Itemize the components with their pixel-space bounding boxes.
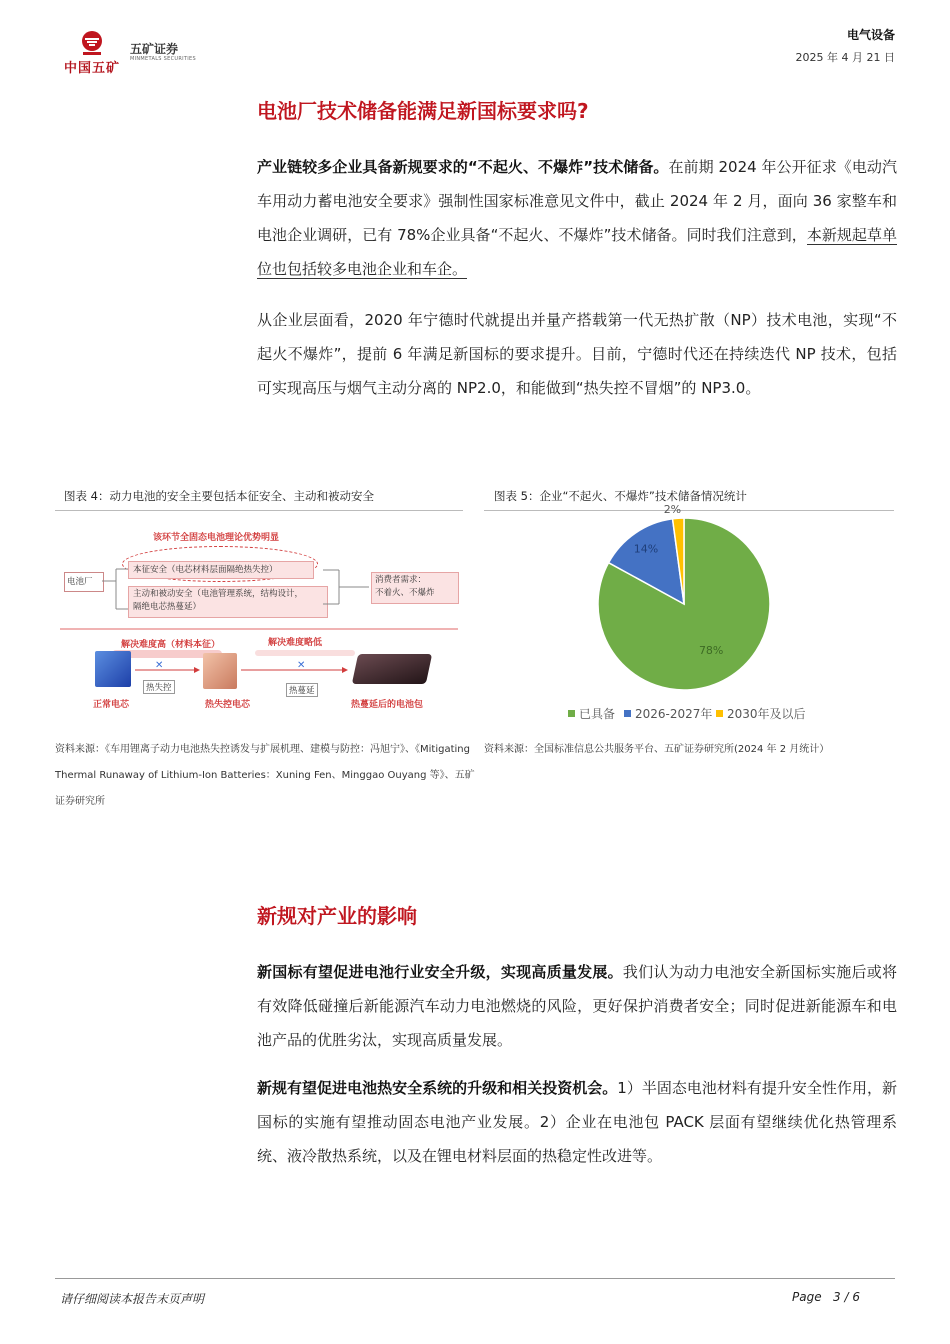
paragraph-lead: 新规有望促进电池热安全系统的升级和相关投资机会。 — [257, 1079, 618, 1097]
company-name-en: MINMETALS SECURITIES — [130, 56, 196, 62]
underlined-text: 本新规起草单位也包括较多电池企业和车企。 — [257, 226, 897, 278]
section-title-industry-impact: 新规对产业的影响 — [257, 904, 417, 928]
diagram-normal-cell-label: 正常电芯 — [93, 700, 130, 710]
diagram-consumer-line1: 消费者需求： — [375, 575, 427, 585]
diagram-bracket-right — [323, 568, 373, 608]
figure4-caption: 图表 4：动力电池的安全主要包括本征安全、主动和被动安全 — [64, 489, 374, 503]
diagram-consumer-line2: 不着火、不爆炸 — [375, 588, 435, 598]
diagram-cross-1: ✕ — [155, 660, 164, 671]
diagram-difficulty-high: 解决难度高（材料本征） — [121, 640, 221, 650]
diagram-arrows — [133, 660, 363, 680]
legend-label-3: 2030年及以后 — [727, 707, 806, 721]
figure5-rule — [484, 510, 894, 511]
paragraph-safety-upgrade — [257, 955, 897, 1057]
footer-rule — [55, 1278, 895, 1279]
diagram-thermal-spread: 热蔓延 — [286, 683, 318, 697]
diagram-intrinsic-safety: 本征安全（电芯材料层面隔绝热失控） — [128, 561, 314, 579]
diagram-cross-2: ✕ — [297, 660, 306, 671]
figure4-source: 资料来源：《车用锂离子动力电池热失控诱发与扩展机理、建模与防控：冯旭宁》、《Mitigating Thermal Runaway of Lithium-Ion Batteries：Xuning Fen、Minggao Ouyang 等》、五矿证券研究所 — [55, 744, 475, 807]
pie-label-2: 14% — [633, 542, 659, 556]
page-label: Page — [792, 1290, 822, 1304]
diagram-consumer-need — [371, 572, 459, 604]
pie-label-1: 78% — [698, 643, 724, 657]
diagram-active-passive-line1: 主动和被动安全（电池管理系统，结构设计， — [133, 589, 304, 599]
paragraph-industry-reserve — [257, 150, 897, 286]
page-number — [792, 1290, 860, 1304]
legend-swatch-3 — [716, 710, 723, 717]
pie-label-3: 2% — [663, 502, 682, 516]
paragraph-investment — [257, 1071, 897, 1173]
diagram-divider — [60, 628, 458, 630]
page-number-value: 3 / 6 — [833, 1290, 860, 1304]
sector-label: 电气设备 — [846, 28, 895, 42]
section-title-battery-reserve: 电池厂技术储备能满足新国标要求吗? — [257, 99, 589, 123]
diagram-spread-pack-label: 热蔓延后的电池包 — [351, 700, 424, 710]
spread-pack-image — [352, 654, 432, 684]
report-date: 2025 年 4 月 21 日 — [795, 51, 895, 64]
footer-notice: 请仔细阅读本报告末页声明 — [60, 1292, 205, 1306]
figure5-pie-chart — [484, 502, 894, 732]
paragraph-body: 在前期 2024 年公开征求《电动汽车用动力蓄电池安全要求》强制性国家标准意见文件中，截止 2024 年 2 月，面向 36 家整车和电池企业调研，已有 78%企业具备“不起火、不爆炸”技术储备。同时我们注意到， — [257, 158, 897, 244]
normal-cell-image — [95, 651, 131, 687]
legend-swatch-2 — [624, 710, 631, 717]
diagram-battery-factory: 电池厂 — [64, 572, 104, 592]
figure4-rule — [55, 510, 463, 511]
paragraph-body: 我们认为动力电池安全新国标实施后或将有效降低碰撞后新能源汽车动力电池燃烧的风险，更好保护消费者安全；同时促进新能源车和电池产品的优胜劣汰，实现高质量发展。 — [257, 963, 897, 1049]
legend-swatch-1 — [568, 710, 575, 717]
diagram-active-passive-line2: 隔绝电芯热蔓延） — [133, 602, 202, 612]
company-name: 五矿证券 — [130, 42, 179, 56]
logo-text: 中国五矿 — [64, 61, 121, 76]
diagram-thermal-runaway: 热失控 — [143, 680, 175, 694]
paragraph-catl: 从企业层面看，2020 年宁德时代就提出并量产搭载第一代无热扩散（NP）技术电池，实现“不起火不爆炸”，提前 6 年满足新国标的要求提升。目前，宁德时代还在持续迭代 NP 技术，包括可实现高压与烟气主动分离的 NP2.0，和能做到“热失控不冒烟”的 NP3.0。 — [257, 311, 897, 397]
diagram-top-label: 该环节全固态电池理论优势明显 — [153, 533, 280, 543]
diagram-runaway-cell-label: 热失控电芯 — [205, 700, 251, 710]
diagram-difficulty-bar-low — [255, 650, 355, 656]
legend-label-1: 已具备 — [579, 707, 616, 721]
paragraph-lead: 产业链较多企业具备新规要求的“不起火、不爆炸”技术储备。 — [257, 158, 669, 176]
figure4-diagram — [55, 520, 463, 716]
diagram-difficulty-low: 解决难度略低 — [268, 638, 323, 648]
figure5-caption: 图表 5：企业“不起火、不爆炸”技术储备情况统计 — [494, 489, 747, 503]
diagram-active-passive — [128, 586, 328, 618]
legend-label-2: 2026-2027年 — [635, 707, 713, 721]
paragraph-lead: 新国标有望促进电池行业安全升级，实现高质量发展。 — [257, 963, 623, 981]
paragraph-body: 1）半固态电池材料有提升安全性作用，新国标的实施有望推动固态电池产业发展。2）企业在电池包 PACK 层面有望继续优化热管理系统、液冷散热系统，以及在锂电材料层面的热稳定性改进等。 — [257, 1079, 897, 1165]
figure5-source: 资料来源：全国标准信息公共服务平台、五矿证券研究所(2024 年 2 月统计） — [484, 744, 830, 755]
minmetals-logo-icon — [80, 30, 104, 56]
